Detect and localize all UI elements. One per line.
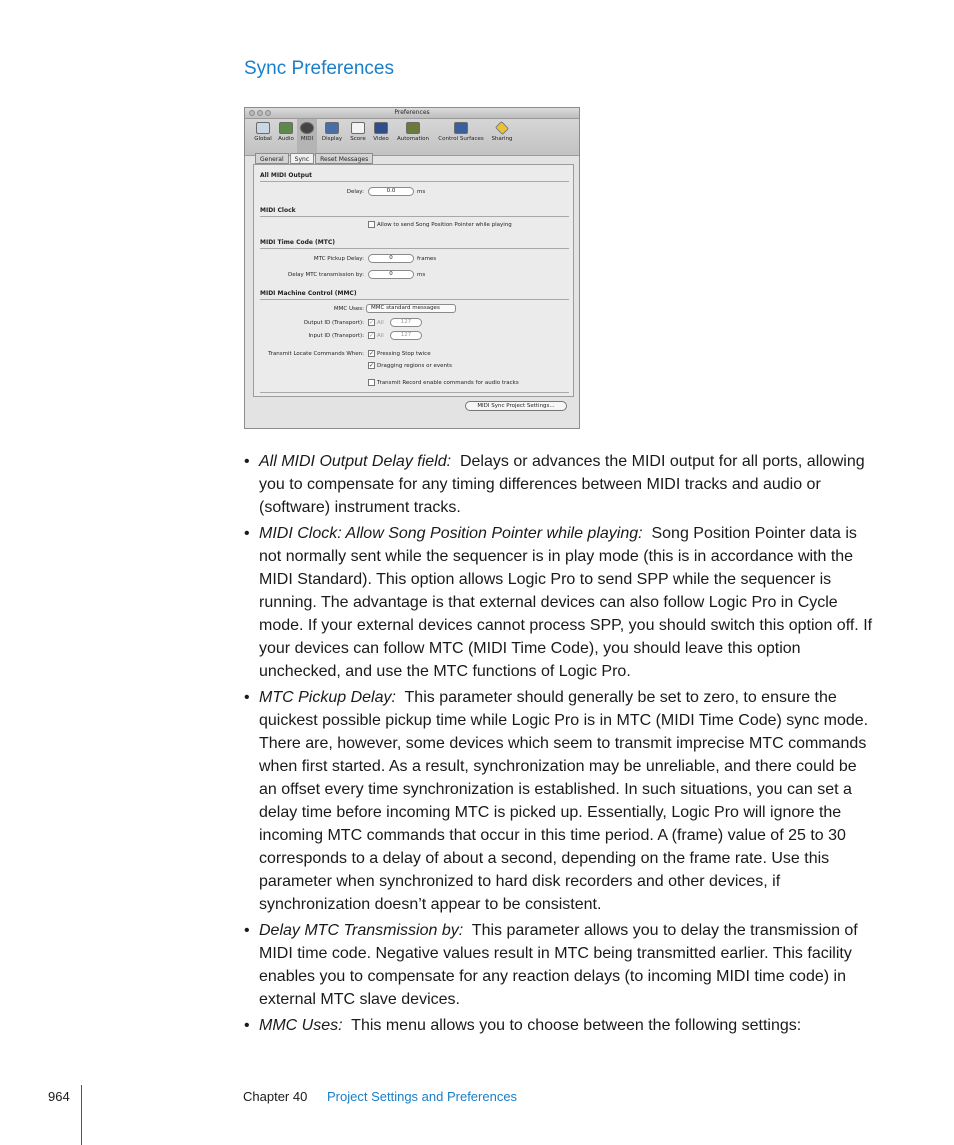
group-mmc: MIDI Machine Control (MMC) [260,290,357,297]
group-midi-clock: MIDI Clock [260,207,296,214]
toolbar-score: Score [347,122,369,142]
list-item: • MTC Pickup Delay: This parameter should generally be set to zero, to ensure the quickest possible pickup time while Logic Pro is in MTC (MIDI Time Code) sync mode. There are, however, some devices which seem to transmit imprecise MTC commands when first started. As a result, synchronization may be unreliable, and there could be an offset every time synchronization is established. In such situations, you can set a delay time before incoming MTC is picked up. Essentially, Logic Pro will ignore the incoming MTC commands that occur in this time period. A (frame) value of 25 to 30 corresponds to a delay of about a second, depending on the frame rate. Use this parameter when synchronized to hard disk recorders and other devices, if synchronization doesn’t appear to be consistent. [244,689,869,913]
toolbar-control-surfaces: Control Surfaces [435,122,487,142]
video-icon [374,122,388,134]
bullet-text: Song Position Pointer data is not normally sent while the sequencer is in play mode (this is in accordance with the MIDI Standard). This option allows Logic Pro to send SPP while the sequencer is running. The advantage is that external devices can also follow Logic Pro in Cycle mode. If your external devices cannot process SPP, you should switch this option off. If your devices can follow MTC (MIDI Time Code), you should leave this option unchecked, and use the MTC functions of Logic Pro. [259,525,873,680]
display-icon [325,122,339,134]
delay-mtc-spinbox: 0 [368,270,414,279]
automation-icon [406,122,420,134]
output-id-spinbox: 127 [390,318,422,327]
delay-spinbox: 0.0 [368,187,414,196]
bullet-term: MIDI Clock: Allow Song Position Pointer while playing: [259,525,643,542]
mmc-uses-label: MMC Uses: [333,306,364,312]
footer-divider [81,1085,82,1145]
dragging-label: Dragging regions or events [377,363,453,369]
sync-panel [253,164,574,397]
list-item: • All MIDI Output Delay field: Delays or advances the MIDI output for all ports, allowing you to compensate for any timing differences between MIDI tracks and audio or (software) instrument tracks. [244,453,865,516]
bullet-term: MTC Pickup Delay: [259,689,396,706]
toolbar-video: Video [370,122,392,142]
sharing-icon [495,121,509,135]
group-mtc: MIDI Time Code (MTC) [260,239,335,246]
control-surfaces-icon [454,122,468,134]
input-all-checkbox: ✓ [369,332,375,339]
input-all-label: All [377,333,384,339]
bullet-text: This parameter allows you to delay the transmission of MIDI time code. Negative values result in MTC being transmitted earlier. This facility enables you to compensate for any reaction delays (to incoming MIDI time code) in external MTC slave devices. [259,922,858,1008]
section-title: Sync Preferences [244,58,394,79]
delay-label: Delay: [346,189,364,195]
window-title: Preferences [394,109,430,116]
toolbar-audio: Audio [275,122,297,142]
preferences-window-screenshot [244,107,580,429]
delay-unit: ms [417,189,426,195]
bullet-text: This parameter should generally be set to zero, to ensure the quickest possible pickup time while Logic Pro is in MTC (MIDI Time Code) sync mode. There are, however, some devices which seem to transmit imprecise MTC commands when first started. As a result, synchronization may be unreliable, and there could be an offset every time synchronization is established. In such situations, you can set a delay time before incoming MTC is picked up. Essentially, Logic Pro will ignore the incoming MTC commands that occur in this time period. A (frame) value of 25 to 30 corresponds to a delay of about a second, depending on the frame rate. Use this parameter when synchronized to hard disk recorders and other devices, if synchronization doesn’t appear to be consistent. [259,689,869,913]
transmit-record-label: Transmit Record enable commands for audio tracks [377,380,519,386]
toolbar-midi: MIDI [297,122,317,142]
tab-reset-messages: Reset Messages [315,153,373,164]
mmc-uses-popup: MMC standard messages [366,304,456,313]
global-icon [256,122,270,134]
bullet-list [244,450,874,1040]
window-toolbar [245,119,579,156]
pressing-stop-label: Pressing Stop twice [377,351,431,357]
mtc-pickup-unit: frames [417,256,437,262]
window-titlebar [245,108,579,119]
toolbar-sharing: Sharing [489,122,515,142]
spp-checkbox [368,221,375,228]
footer-chapter: Chapter 40 [243,1089,308,1104]
toolbar-display: Display [319,122,345,142]
delay-mtc-unit: ms [417,272,426,278]
tab-bar [255,153,374,164]
output-all-checkbox: ✓ [369,319,375,326]
midi-icon [300,122,314,134]
group-all-midi-output: All MIDI Output [260,172,313,179]
list-item: • MIDI Clock: Allow Song Position Pointer while playing: Song Position Pointer data is not normally sent while the sequencer is in play mode (this is in accordance with the MIDI Standard). This option allows Logic Pro to send SPP while the sequencer is running. The advantage is that external devices can also follow Logic Pro in Cycle mode. If your external devices cannot process SPP, you should switch this option off. If your devices can follow MTC (MIDI Time Code), you should leave this option unchecked, and use the MTC functions of Logic Pro. [244,525,873,680]
output-id-label: Output ID (Transport): [303,320,364,326]
list-item: • MMC Uses: This menu allows you to choose between the following settings: [244,1017,802,1034]
toolbar-global: Global [251,122,275,142]
page-number: 964 [48,1089,70,1104]
delay-mtc-label: Delay MTC transmission by: [288,272,364,278]
bullet-text: Delays or advances the MIDI output for all ports, allowing you to compensate for any timing differences between MIDI tracks and audio or (software) instrument tracks. [259,453,865,516]
list-item: • Delay MTC Transmission by: This parameter allows you to delay the transmission of MIDI time code. Negative values result in MTC being transmitted earlier. This facility enables you to compensate for any reaction delays (to incoming MIDI time code) in external MTC slave devices. [244,922,858,1008]
bullet-text: This menu allows you to choose between the following settings: [351,1017,802,1034]
bullet-term: MMC Uses: [259,1017,343,1034]
bullet-term: Delay MTC Transmission by: [259,922,464,939]
pressing-stop-checkbox: ✓ [369,350,375,357]
tab-general: General [255,153,289,164]
mtc-pickup-spinbox: 0 [368,254,414,263]
bullet-term: All MIDI Output Delay field: [259,453,452,470]
spp-label: Allow to send Song Position Pointer while playing [377,222,512,228]
transmit-label: Transmit Locate Commands When: [268,351,364,357]
dragging-checkbox: ✓ [369,362,375,369]
mtc-pickup-label: MTC Pickup Delay: [313,256,364,262]
audio-icon [279,122,293,134]
output-all-label: All [377,320,384,326]
midi-sync-project-settings-button: MIDI Sync Project Settings... [465,401,567,411]
tab-sync: Sync [290,153,314,164]
transmit-record-checkbox [368,379,375,386]
footer-chapter-title: Project Settings and Preferences [327,1089,518,1104]
toolbar-automation: Automation [393,122,433,142]
input-id-spinbox: 127 [390,331,422,340]
score-icon [351,122,365,134]
input-id-label: Input ID (Transport): [308,333,364,339]
